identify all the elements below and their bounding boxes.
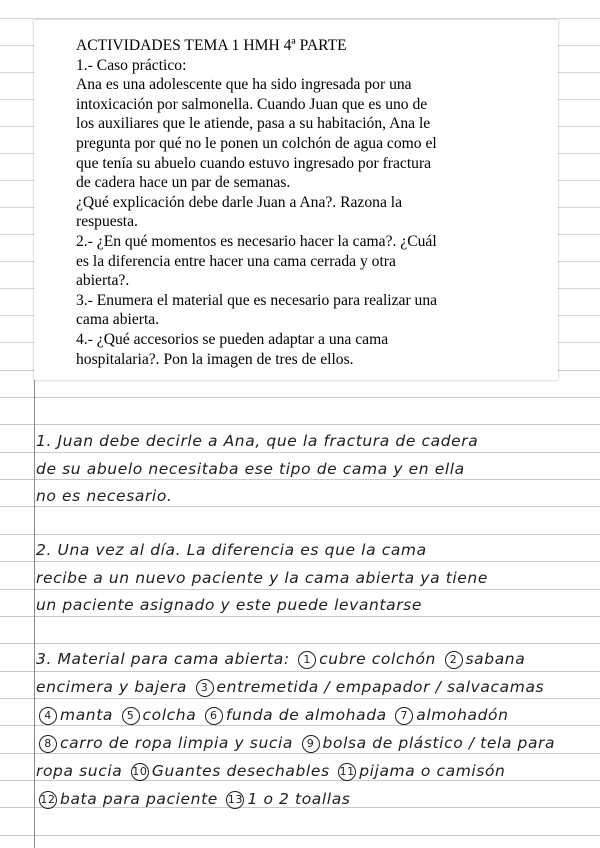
question-1-text: los auxiliares que le atiende, pasa a su habitación, Ana le: [76, 115, 431, 133]
item-text: pijama o camisón: [359, 762, 506, 780]
item-number: 2: [445, 651, 463, 669]
item-number: 11: [338, 763, 356, 781]
item-number: 4: [39, 707, 57, 725]
answer-2-line: 2. Una vez al día. La diferencia es que la cama: [36, 541, 427, 559]
item-text: encimera y bajera: [36, 678, 187, 696]
question-2: 2.- ¿En qué momentos es necesario hacer la cama?. ¿Cuál: [76, 232, 437, 250]
item-number: 10: [131, 763, 149, 781]
printed-activities: [76, 36, 506, 369]
item-number: 7: [395, 707, 413, 725]
item-number: 13: [226, 791, 244, 809]
item-text: 1 o 2 toallas: [247, 790, 351, 808]
answer-2-line: recibe a un nuevo paciente y la cama abierta ya tiene: [36, 569, 488, 587]
item-text: sabana: [465, 650, 526, 668]
item-text: manta: [60, 706, 113, 724]
question-3: 3.- Enumera el material que es necesario para realizar una: [76, 291, 438, 309]
answer-2-line: un paciente asignado y este puede levantarse: [36, 596, 422, 614]
item-text: ropa sucia: [36, 762, 123, 780]
item-text: cubre colchón: [319, 650, 436, 668]
answer-3-line: [36, 706, 509, 725]
item-number: 12: [39, 791, 57, 809]
answer-3-line: [36, 650, 525, 669]
question-1-text: intoxicación por salmonella. Cuando Juan que es uno de: [76, 95, 428, 113]
item-text: bolsa de plástico / tela para: [322, 734, 556, 752]
question-2: es la diferencia entre hacer una cama cerrada y otra: [76, 252, 396, 270]
question-1-text: pregunta por qué no le ponen un colchón de agua como el: [76, 134, 437, 152]
question-1-ask: respuesta.: [76, 213, 138, 231]
sheet-title: ACTIVIDADES TEMA 1 HMH 4ª PARTE: [76, 37, 347, 54]
item-text: entremetida / empapador / salvacamas: [216, 678, 545, 696]
answer-3-intro: 3. Material para cama abierta:: [36, 650, 290, 668]
item-number: 1: [298, 651, 316, 669]
item-text: almohadón: [416, 706, 509, 724]
question-3: cama abierta.: [76, 311, 160, 329]
question-4: 4.- ¿Qué accesorios se pueden adaptar a una cama: [76, 330, 389, 348]
answer-3-line: [36, 762, 505, 781]
question-4: hospitalaria?. Pon la imagen de tres de ellos.: [76, 350, 354, 368]
answer-3-line: [36, 678, 544, 697]
item-number: 5: [122, 707, 140, 725]
item-text: colcha: [142, 706, 197, 724]
answer-1-line: no es necesario.: [36, 487, 173, 505]
item-text: bata para paciente: [60, 790, 218, 808]
question-1-heading: 1.- Caso práctico:: [76, 56, 187, 74]
item-text: carro de ropa limpia y sucia: [60, 734, 294, 752]
answer-1-line: de su abuelo necesitaba ese tipo de cama y en ella: [36, 460, 465, 478]
item-text: funda de almohada: [225, 706, 387, 724]
answer-3-line: [36, 790, 351, 809]
question-1-text: Ana es una adolescente que ha sido ingresada por una: [76, 76, 412, 94]
question-1-text: de cadera hace un par de semanas.: [76, 174, 291, 192]
answer-3-line: [36, 734, 555, 753]
item-number: 6: [205, 707, 223, 725]
item-number: 3: [196, 679, 214, 697]
margin-line: [34, 378, 35, 848]
question-2: abierta?.: [76, 272, 130, 290]
question-1-ask: ¿Qué explicación debe darle Juan a Ana?. Razona la: [76, 193, 403, 211]
question-1-text: que tenía su abuelo cuando estuvo ingresado por fractura: [76, 154, 432, 172]
item-number: 9: [302, 735, 320, 753]
item-number: 8: [39, 735, 57, 753]
item-text: Guantes desechables: [151, 762, 330, 780]
answer-1-line: 1. Juan debe decirle a Ana, que la fractura de cadera: [36, 432, 479, 450]
